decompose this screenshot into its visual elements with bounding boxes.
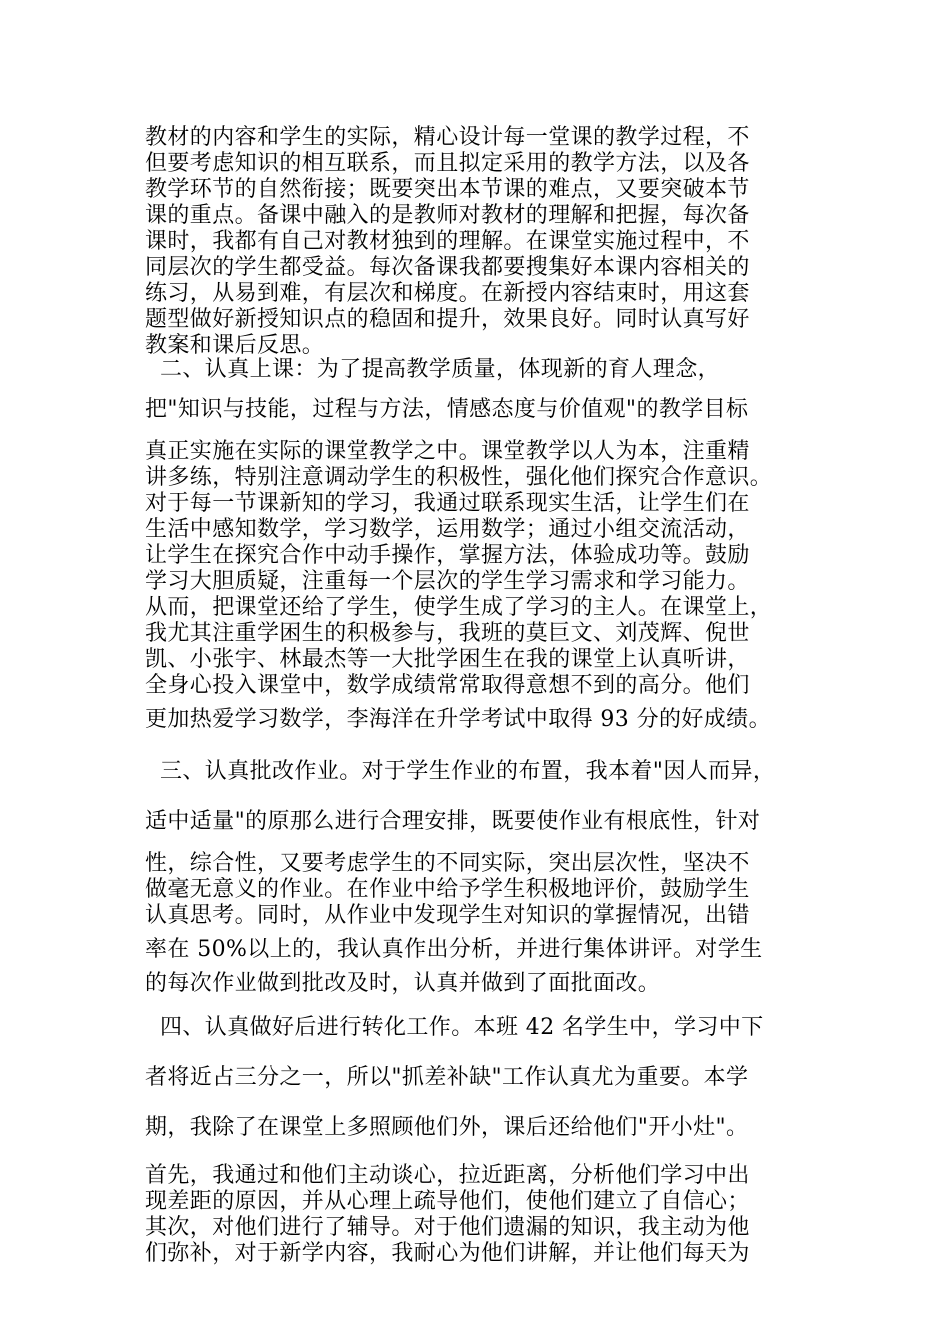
text-line: 讲多练，特别注意调动学生的积极性，强化他们探究合作意识。 [145,465,773,490]
text-line: 全身心投入课堂中，数学成绩常常取得意想不到的高分。他们 [145,673,750,698]
text-line: 认真思考。同时，从作业中发现学生对知识的掌握情况，出错 [145,903,750,928]
text-line: 我尤其注重学困生的积极参与，我班的莫巨文、刘茂辉、倪世 [145,621,750,646]
text-line: 生活中感知数学，学习数学，运用数学；通过小组交流活动， [145,517,750,542]
text-line: 课时，我都有自己对教材独到的理解。在课堂实施过程中，不 [145,229,750,254]
text-line: 们弥补，对于新学内容，我耐心为他们讲解，并让他们每天为 [145,1241,750,1266]
text-line: 适中适量"的原那么进行合理安排，既要使作业有根底性，针对 [145,809,761,834]
text-line: 更加热爱学习数学，李海洋在升学考试中取得 93 分的好成绩。 [145,707,771,732]
text-line: 学习大胆质疑，注重每一个层次的学生学习需求和学习能力。 [145,569,750,594]
text-line: 性，综合性，又要考虑学生的不同实际，突出层次性，坚决不 [145,851,750,876]
text-line: 课的重点。备课中融入的是教师对教材的理解和把握，每次备 [145,203,750,228]
text-line: 者将近占三分之一，所以"抓差补缺"工作认真尤为重要。本学 [145,1065,749,1090]
text-line: 从而，把课堂还给了学生，使学生成了学习的主人。在课堂上， [145,595,773,620]
text-line: 做毫无意义的作业。在作业中给予学生积极地评价，鼓励学生 [145,877,750,902]
text-line: 的每次作业做到批改及时，认真并做到了面批面改。 [145,971,661,996]
section-heading-4: 四、认真做好后进行转化工作。本班 42 名学生中，学习中下 [160,1015,764,1040]
text-line: 现差距的原因，并从心理上疏导他们，使他们建立了自信心； [145,1189,750,1214]
section-heading-2: 二、认真上课：为了提高教学质量，体现新的育人理念， [160,357,721,382]
text-line: 期，我除了在课堂上多照顾他们外，课后还给他们"开小灶"。 [145,1115,749,1140]
text-line: 对于每一节课新知的学习，我通过联系现实生活，让学生们在 [145,491,750,516]
text-line: 让学生在探究合作中动手操作，掌握方法，体验成功等。鼓励 [145,543,750,568]
text-line: 教材的内容和学生的实际，精心设计每一堂课的教学过程，不 [145,125,750,150]
text-line: 凯、小张宇、林最杰等一大批学困生在我的课堂上认真听讲， [145,647,750,672]
text-line: 率在 50%以上的，我认真作出分析，并进行集体讲评。对学生 [145,937,763,962]
section-heading-3: 三、认真批改作业。对于学生作业的布置，我本着"因人而异， [160,759,776,784]
text-line: 教学环节的自然衔接；既要突出本节课的难点，又要突破本节 [145,177,750,202]
text-line: 但要考虑知识的相互联系，而且拟定采用的教学方法，以及各 [145,151,750,176]
text-line: 首先，我通过和他们主动谈心，拉近距离，分析他们学习中出 [145,1163,750,1188]
text-line: 把"知识与技能，过程与方法，情感态度与价值观"的教学目标 [145,397,749,422]
text-line: 教案和课后反思。 [145,333,325,358]
text-line: 真正实施在实际的课堂教学之中。课堂教学以人为本，注重精 [145,439,750,464]
text-line: 其次，对他们进行了辅导。对于他们遗漏的知识，我主动为他 [145,1215,750,1240]
text-line: 题型做好新授知识点的稳固和提升，效果良好。同时认真写好 [145,307,750,332]
text-line: 同层次的学生都受益。每次备课我都要搜集好本课内容相关的 [145,255,750,280]
text-line: 练习，从易到难，有层次和梯度。在新授内容结束时，用这套 [145,281,750,306]
